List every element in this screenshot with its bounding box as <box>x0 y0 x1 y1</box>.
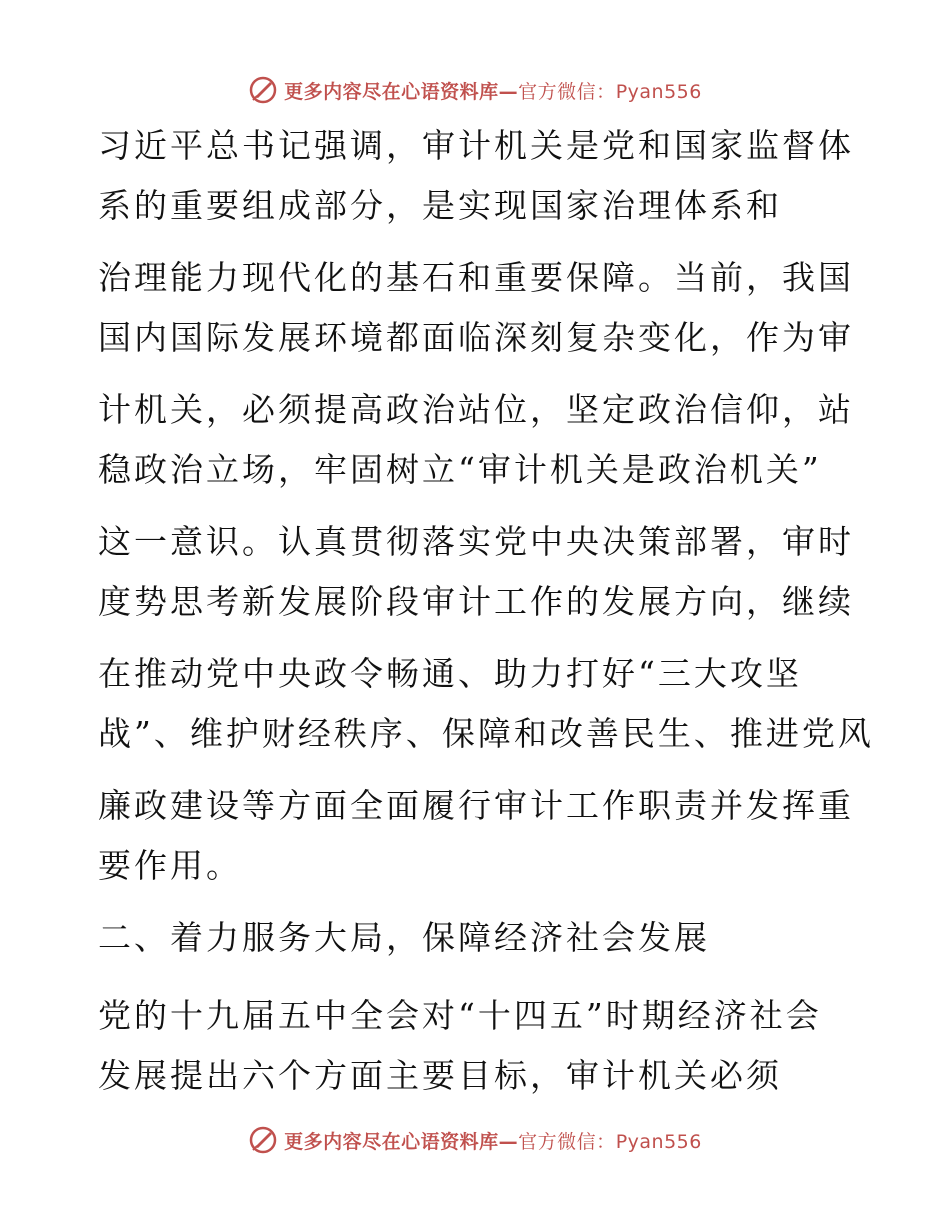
body-line: 这一意识。认真贯彻落实党中央决策部署，审时 <box>98 522 854 561</box>
body-line: 稳政治立场，牢固树立“审计机关是政治机关” <box>98 450 822 489</box>
body-line: 计机关，必须提高政治站位，坚定政治信仰，站 <box>98 390 854 429</box>
watermark-text <box>284 1127 702 1154</box>
watermark-wechat-label: 官方微信： <box>518 1130 616 1153</box>
section-heading: 二、着力服务大局，保障经济社会发展 <box>98 918 710 957</box>
body-line: 习近平总书记强调，审计机关是党和国家监督体 <box>98 126 854 165</box>
quill-pen-logo-icon <box>248 1125 278 1155</box>
body-line: 要作用。 <box>98 846 242 885</box>
body-line: 治理能力现代化的基石和重要保障。当前，我国 <box>98 258 854 297</box>
watermark-dash: — <box>498 80 519 103</box>
watermark-site-text: 更多内容尽在心语资料库 <box>284 80 499 103</box>
watermark-footer <box>0 1120 950 1160</box>
body-line: 度势思考新发展阶段审计工作的发展方向，继续 <box>98 582 854 621</box>
body-line: 在推动党中央政令畅通、助力打好“三大攻坚 <box>98 654 802 693</box>
watermark-site-text: 更多内容尽在心语资料库 <box>284 1130 499 1153</box>
body-line: 党的十九届五中全会对“十四五”时期经济社会 <box>98 996 822 1035</box>
watermark-dash: — <box>498 1130 519 1153</box>
watermark-wechat-id: Pyan556 <box>615 1130 702 1153</box>
body-line: 发展提出六个方面主要目标，审计机关必须 <box>98 1056 782 1095</box>
body-line: 廉政建设等方面全面履行审计工作职责并发挥重 <box>98 786 854 825</box>
body-line: 战”、维护财经秩序、保障和改善民生、推进党风 <box>98 714 874 753</box>
watermark-wechat-label: 官方微信： <box>518 80 616 103</box>
watermark-wechat-id: Pyan556 <box>615 80 702 103</box>
body-line: 国内国际发展环境都面临深刻复杂变化，作为审 <box>98 318 854 357</box>
body-line: 系的重要组成部分，是实现国家治理体系和 <box>98 186 782 225</box>
